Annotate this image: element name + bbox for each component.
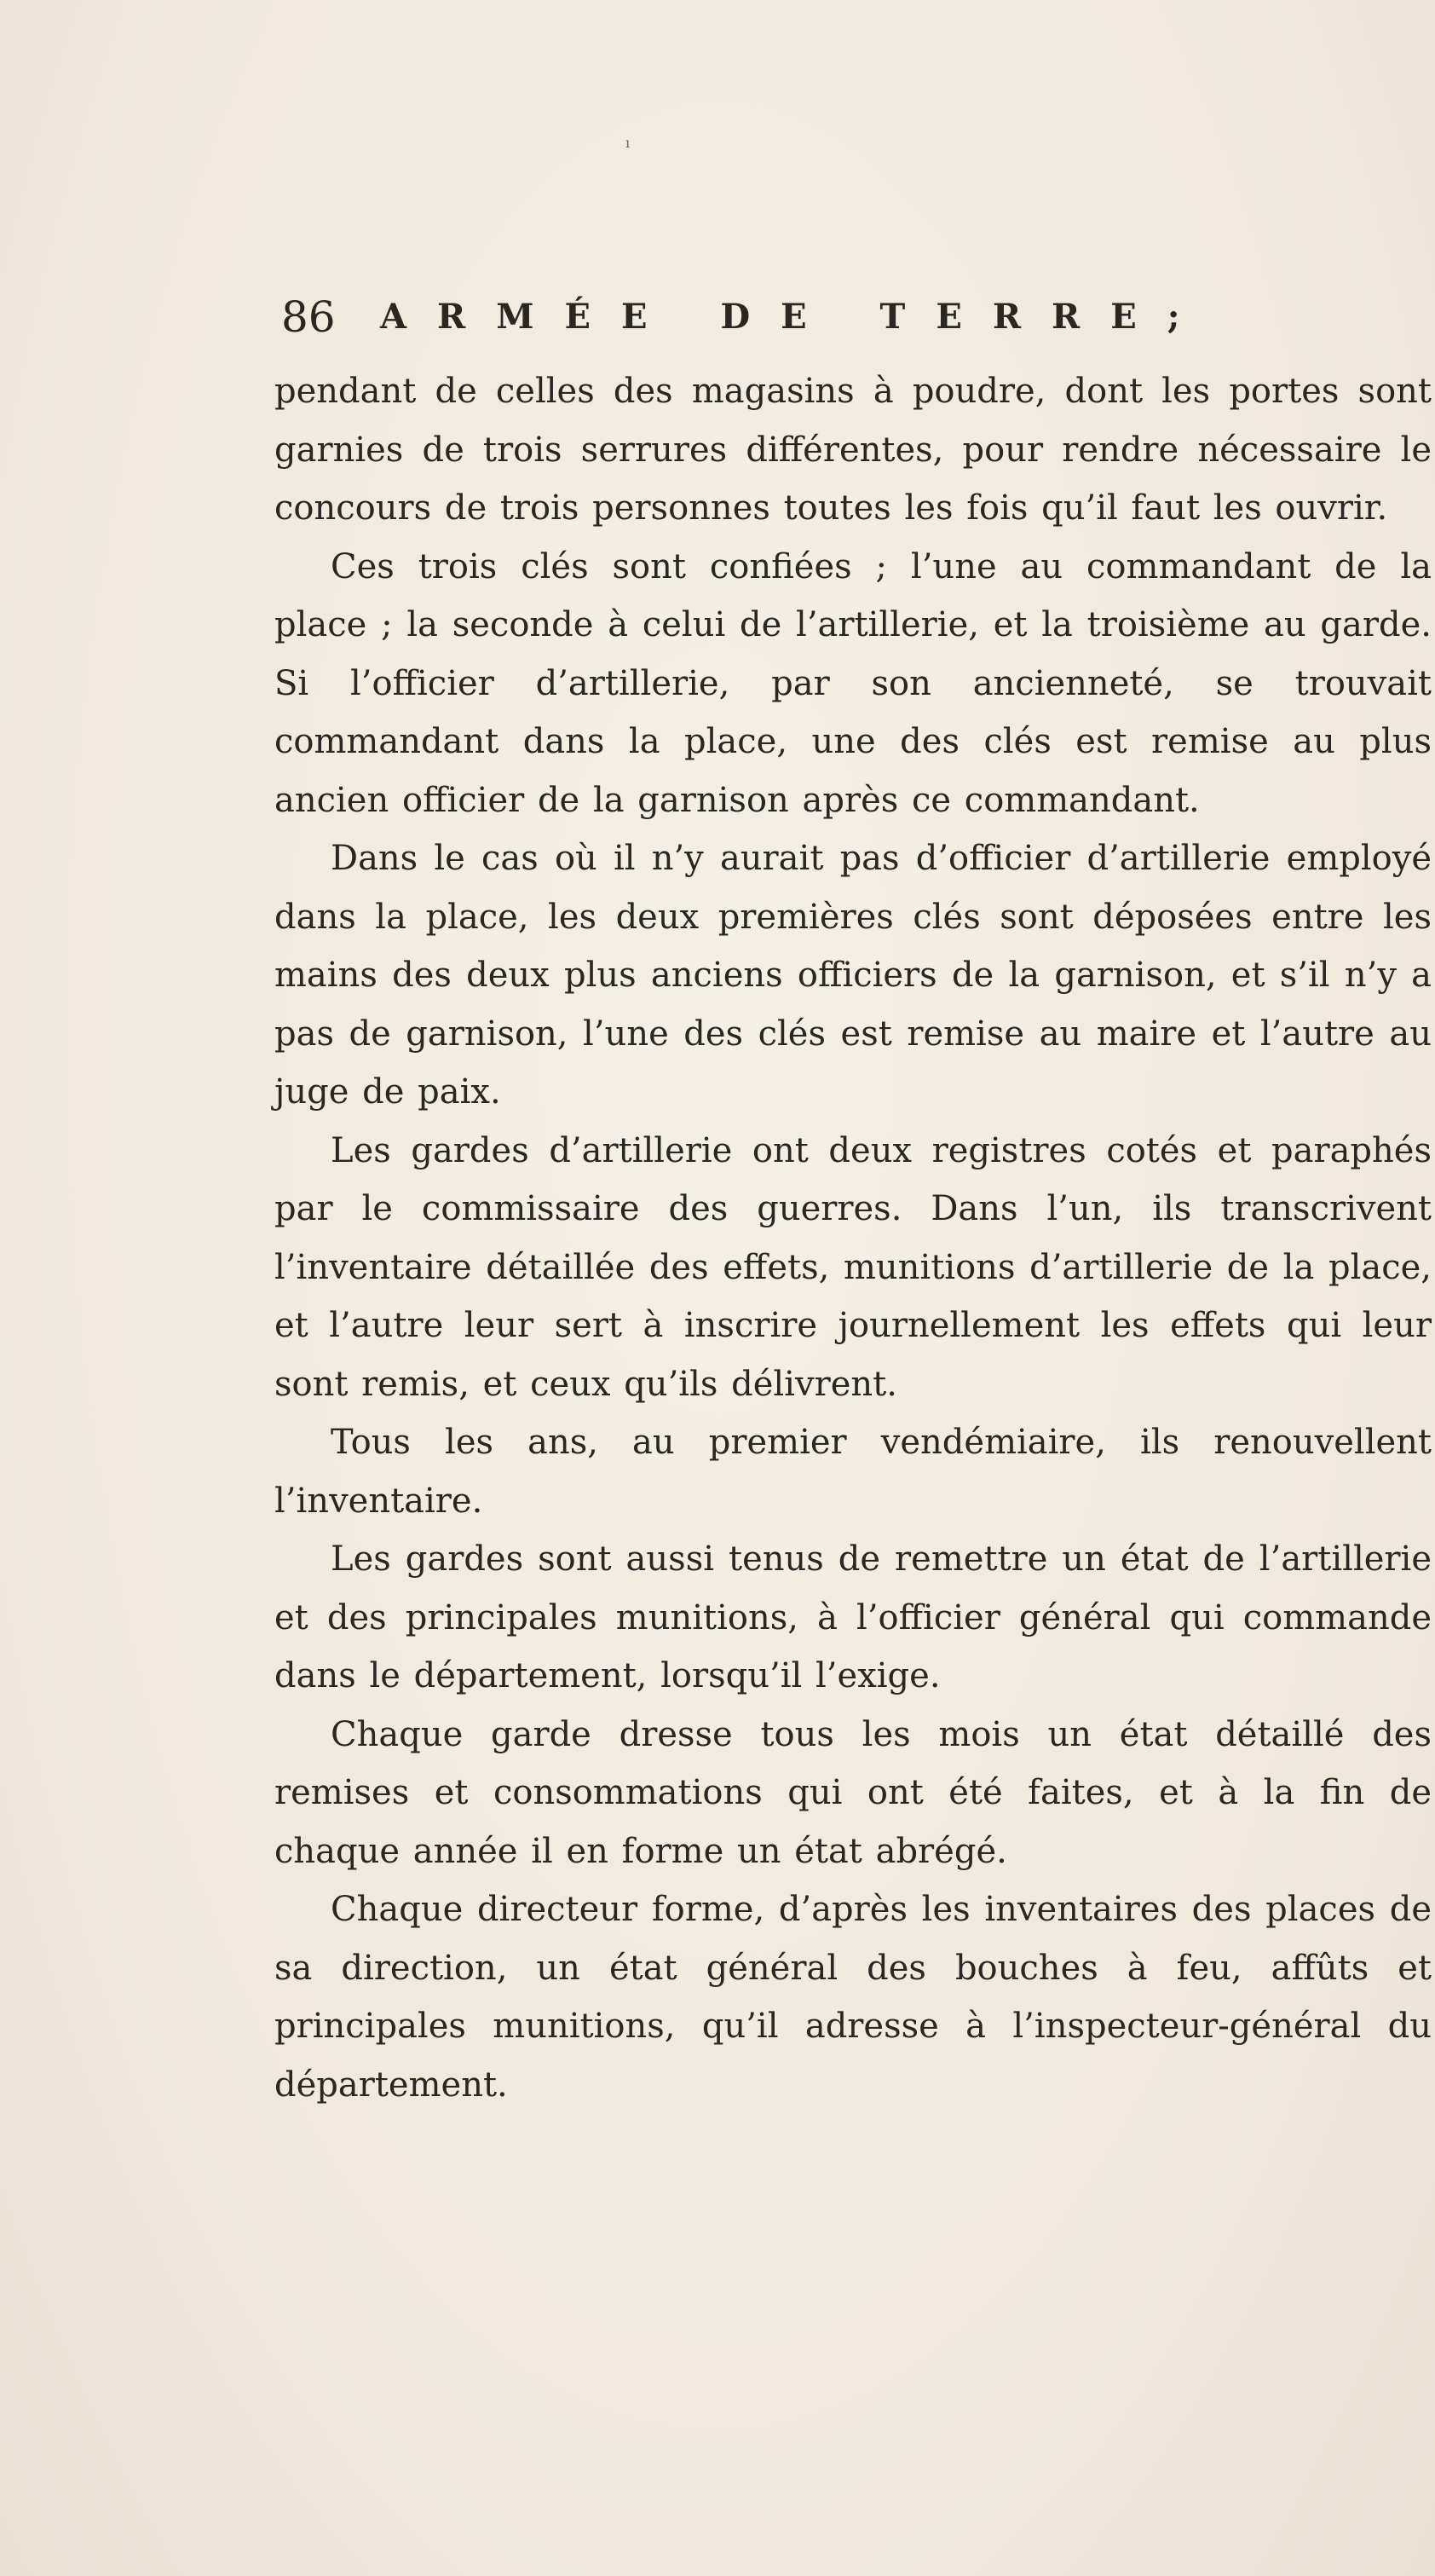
paragraph: Les gardes d’artillerie ont deux registres cotés et paraphés par le commissaire des guerres. Dans l’un, ils transcrivent l’inventaire détaillée des effets, munitions d’artillerie de la place, et l’autre leur sert à inscrire journellement les effets qui leur sont remis, et ceux qu’ils délivrent.: [274, 1130, 1432, 1404]
paragraph: Tous les ans, au premier vendémiaire, ils renouvellent l’inventaire.: [274, 1423, 1432, 1521]
page-number: 86: [281, 292, 336, 342]
paragraph: Chaque garde dresse tous les mois un état détaillé des remises et consommations qui ont été faites, et à la fin de chaque année il en forme un état abrégé.: [274, 1714, 1432, 1871]
paragraph: Dans le cas où il n’y aurait pas d’officier d’artillerie employé dans la place, les deux premières clés sont déposées entre les mains des deux plus anciens officiers de la garnison, et s’il n’y a pas de garnison, l’une des clés est remise au maire et l’autre au juge de paix.: [274, 839, 1432, 1112]
paragraph: Les gardes sont aussi tenus de remettre un état de l’artillerie et des principales munitions, à l’officier général qui commande dans le département, lorsqu’il l’exige.: [274, 1539, 1432, 1695]
paragraph: Chaque directeur forme, d’après les inventaires des places de sa direction, un état général des bouches à feu, affûts et principales munitions, qu’il adresse à l’inspecteur-général du département.: [274, 1890, 1432, 2105]
paragraph: pendant de celles des magasins à poudre, dont les portes sont garnies de trois serrures différentes, pour rendre nécessaire le concours de trois personnes toutes les fois qu’il faut les ouvrir.: [274, 372, 1432, 528]
page-top-mark: ı: [625, 135, 631, 151]
paragraph: Ces trois clés sont confiées ; l’une au commandant de la place ; la seconde à celui de l’artillerie, et la troisième au garde. Si l’officier d’artillerie, par son ancienneté, se trouvait commandant dans la place, une des clés est remise au plus ancien officier de la garnison après ce commandant.: [274, 546, 1432, 820]
running-head: [281, 283, 1435, 351]
body-text: [274, 362, 1432, 2114]
running-title: ARMÉE DE TERRE;: [380, 297, 1211, 337]
